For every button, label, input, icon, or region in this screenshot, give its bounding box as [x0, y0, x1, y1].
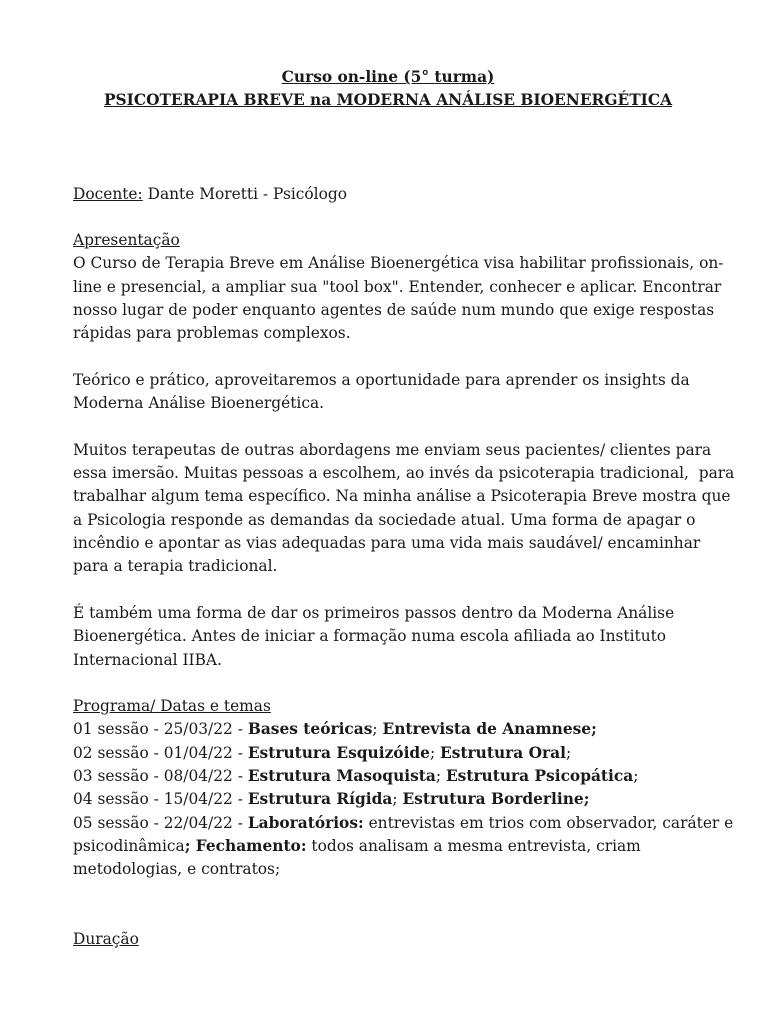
- document-page: [73, 66, 735, 951]
- apresentacao-heading: Apresentação: [73, 231, 180, 250]
- session-topic: Estrutura Rígida: [247, 790, 393, 809]
- text-line: para a terapia tradicional.: [73, 557, 278, 576]
- text-line: a Psicologia responde as demandas da sociedade atual. Uma forma de apagar o: [73, 510, 696, 529]
- text-line: Muitos terapeutas de outras abordagens me enviam seus pacientes/ clientes para: [73, 440, 712, 459]
- course-title: Curso on-line (5° turma): [281, 68, 495, 86]
- session-separator: ;: [372, 720, 383, 739]
- session-end: ;: [633, 767, 639, 786]
- text-line: nosso lugar de poder enquanto agentes de saúde num mundo que exige respostas: [73, 301, 715, 320]
- docente-line: [73, 183, 703, 206]
- duracao-heading: Duração: [73, 930, 139, 949]
- document-title: [73, 66, 703, 113]
- text-line: Internacional IIBA.: [73, 650, 222, 669]
- text-line: essa imersão. Muitas pessoas a escolhem, ao invés da psicoterapia tradicional, para: [73, 464, 735, 483]
- apresentacao-paragraph-2: [73, 369, 703, 416]
- session-date: 04 sessão - 15/04/22 -: [73, 790, 248, 809]
- text-line: O Curso de Terapia Breve em Análise Bioenergética visa habilitar profissionais, on-: [73, 254, 724, 273]
- text-line: Moderna Análise Bioenergética.: [73, 394, 325, 413]
- session-topic: Laboratórios:: [247, 813, 364, 832]
- session-date: 02 sessão - 01/04/22 -: [73, 743, 248, 762]
- session-item-1: [73, 718, 703, 741]
- apresentacao-paragraph-1: [73, 252, 724, 345]
- programa-heading: Programa/ Datas e temas: [73, 697, 271, 716]
- session-topic: Estrutura Oral: [440, 743, 566, 762]
- text-line: incêndio e apontar as vias adequadas para uma vida mais saudável/ encaminhar: [73, 534, 701, 553]
- apresentacao-paragraph-3: [73, 439, 735, 579]
- session-item-3: [73, 765, 703, 788]
- course-subtitle: PSICOTERAPIA BREVE na MODERNA ANÁLISE BIOENERGÉTICA: [103, 91, 673, 110]
- session-topic: ; Fechamento:: [184, 836, 307, 855]
- session-topic: Entrevista de Anamnese;: [382, 720, 597, 739]
- session-separator: ;: [392, 790, 403, 809]
- session-item-2: [73, 742, 703, 765]
- text-line: trabalhar algum tema específico. Na minha análise a Psicoterapia Breve mostra que: [73, 487, 731, 506]
- docente-value: Dante Moretti - Psicólogo: [142, 184, 347, 203]
- session-date: 03 sessão - 08/04/22 -: [73, 767, 248, 786]
- session-description: metodologias, e contratos;: [73, 860, 281, 879]
- session-date: 05 sessão - 22/04/22 -: [73, 813, 248, 832]
- session-topic: Estrutura Borderline;: [402, 790, 590, 809]
- session-description: psicodinâmica: [73, 836, 185, 855]
- text-line: line e presencial, a ampliar sua "tool box". Entender, conhecer e aplicar. Encontrar: [73, 277, 722, 296]
- session-description: entrevistas em trios com observador, caráter e: [363, 813, 734, 832]
- text-line: Bioenergética. Antes de iniciar a formação numa escola afiliada ao Instituto: [73, 627, 667, 646]
- text-line: rápidas para problemas complexos.: [73, 324, 351, 343]
- session-topic: Estrutura Psicopática: [445, 767, 634, 786]
- session-separator: ;: [435, 767, 446, 786]
- apresentacao-paragraph-4: [73, 602, 703, 672]
- session-topic: Bases teóricas: [247, 720, 373, 739]
- docente-label: Docente:: [73, 184, 143, 203]
- session-separator: ;: [429, 743, 441, 762]
- session-list: [73, 718, 734, 881]
- text-line: É também uma forma de dar os primeiros passos dentro da Moderna Análise: [73, 603, 675, 622]
- session-item-4: [73, 788, 703, 811]
- session-topic: Estrutura Esquizóide: [247, 743, 430, 762]
- text-line: Teórico e prático, aproveitaremos a oportunidade para aprender os insights da: [73, 370, 690, 389]
- session-end: ;: [565, 743, 572, 762]
- session-description: todos analisam a mesma entrevista, criam: [306, 836, 641, 855]
- session-item-5: [73, 812, 734, 882]
- session-date: 01 sessão - 25/03/22 -: [73, 720, 248, 739]
- session-topic: Estrutura Masoquista: [247, 767, 436, 786]
